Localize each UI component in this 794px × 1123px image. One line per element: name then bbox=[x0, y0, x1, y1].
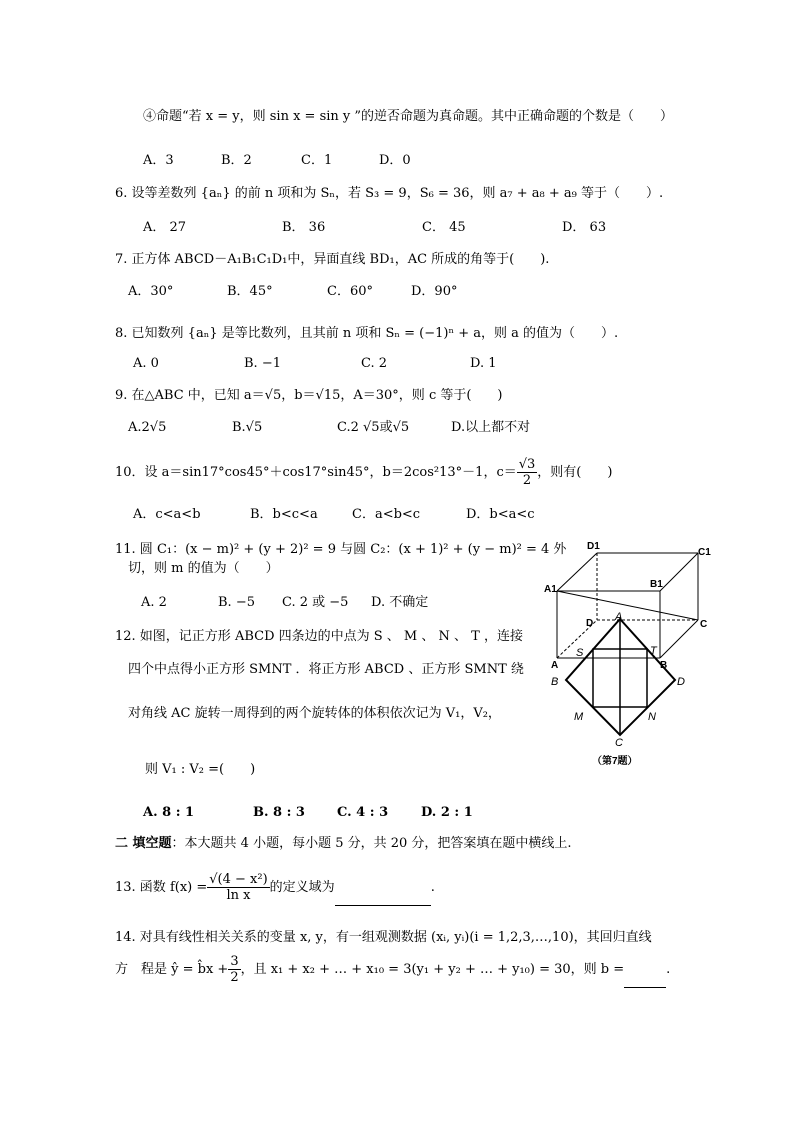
label-sq-n: N bbox=[648, 711, 656, 723]
q11-line1: 11. 圆 C₁：(x − m)² + (y + 2)² = 9 与圆 C₂：(x + 1)² + (y − m)² = 4 外 bbox=[115, 542, 567, 557]
q6-option-d: D． 63 bbox=[562, 220, 607, 235]
q9-option-b: B.√5 bbox=[232, 420, 263, 435]
label-a1: A1 bbox=[544, 584, 557, 595]
label-a: A bbox=[551, 660, 559, 671]
edge-b-c bbox=[660, 620, 698, 658]
edge-a1-d1 bbox=[557, 553, 597, 591]
q14-line2-after: ，且 x₁ + x₂ + … + x₁₀ = 3(y₁ + y₂ + … + y₁₀) = 30，则 b = bbox=[240, 962, 625, 977]
q14-frac-num: 3 bbox=[230, 954, 239, 969]
label-c: C bbox=[700, 619, 708, 630]
q9-option-a: A.2√5 bbox=[128, 420, 167, 435]
q8-option-a: A. 0 bbox=[133, 356, 159, 371]
q7-text: 7. 正方体 ABCD－A₁B₁C₁D₁中，异面直线 BD₁，AC 所成的角等于( ). bbox=[115, 252, 550, 267]
section2-heading: 二 填空题 bbox=[115, 836, 172, 851]
q7-option-a: A．30° bbox=[128, 284, 174, 299]
q10-frac-den: 2 bbox=[522, 473, 532, 488]
q6-option-a: A． 27 bbox=[143, 220, 187, 235]
label-sq-s: S bbox=[576, 647, 584, 659]
label-b1: B1 bbox=[650, 579, 663, 590]
q11-option-a: A. 2 bbox=[141, 595, 167, 610]
q4-option-d: D．0 bbox=[379, 153, 411, 168]
q12-line2: 四个中点得小正方形 SMNT ．将正方形 ABCD 、正方形 SMNT 绕 bbox=[128, 662, 524, 677]
q13-text-after: 的定义域为 bbox=[269, 880, 335, 895]
label-d1: D1 bbox=[587, 541, 600, 552]
q13-end: . bbox=[430, 880, 435, 895]
q11-line2: 切，则 m 的值为（ ） bbox=[128, 561, 279, 576]
q4-option-c: C．1 bbox=[301, 153, 333, 168]
cube-figure bbox=[557, 553, 698, 658]
q9-option-d: D.以上都不对 bbox=[451, 420, 531, 435]
q12-line4: 则 V₁ : V₂ =( ) bbox=[145, 762, 256, 777]
q11-option-c: C. 2 或 −5 bbox=[282, 595, 349, 610]
section2-heading-line bbox=[115, 835, 572, 853]
q7-option-d: D．90° bbox=[411, 284, 458, 299]
label-sq-m: M bbox=[574, 711, 584, 723]
q10-option-b: B．b<c<a bbox=[250, 507, 318, 522]
section2-text: ：本大题共 4 小题，每小题 5 分，共 20 分，把答案填在题中横线上. bbox=[171, 836, 572, 851]
q10-text-before: 10．设 a＝sin17°cos45°＋cos17°sin45°，b＝2cos²13°－1，c＝ bbox=[115, 465, 517, 480]
q8-option-d: D. 1 bbox=[470, 356, 497, 371]
q10-frac-num: √3 bbox=[518, 457, 536, 472]
q10-text bbox=[115, 456, 612, 490]
q8-option-b: B. −1 bbox=[244, 356, 281, 371]
q4-option-a: A．3 bbox=[143, 153, 174, 168]
q7-option-b: B．45° bbox=[227, 284, 273, 299]
q6-option-b: B． 36 bbox=[282, 220, 326, 235]
q12-line1: 12. 如图，记正方形 ABCD 四条边的中点为 S 、 M 、 N 、 T ，连接 bbox=[115, 629, 523, 644]
label-sq-a: A bbox=[615, 611, 623, 623]
q10-fraction bbox=[517, 457, 538, 488]
q14-end: . bbox=[666, 962, 671, 977]
q11-option-d: D. 不确定 bbox=[371, 595, 429, 610]
q12-option-d: D. 2 : 1 bbox=[421, 805, 473, 820]
label-sq-d: D bbox=[677, 676, 685, 688]
q13-answer-blank[interactable] bbox=[335, 891, 431, 906]
label-sq-b: B bbox=[551, 676, 559, 688]
q13-frac-num: √(4 − x²) bbox=[209, 872, 268, 887]
q12-line3: 对角线 AC 旋转一周得到的两个旋转体的体积依次记为 V₁，V₂， bbox=[128, 706, 501, 721]
q10-option-c: C．a<b<c bbox=[352, 507, 421, 522]
q10-text-after: ，则有( ) bbox=[537, 465, 613, 480]
edge-b1-c1 bbox=[660, 553, 698, 591]
figure-caption: （第7题） bbox=[592, 756, 638, 767]
q10-option-d: D．b<a<c bbox=[466, 507, 535, 522]
label-sq-c: C bbox=[615, 737, 623, 749]
q12-option-c: C. 4 : 3 bbox=[337, 805, 389, 820]
q13-text bbox=[115, 870, 435, 906]
q14-line2-before: 方 程是 ŷ = b̂x + bbox=[115, 962, 229, 977]
diag-a1-c bbox=[557, 591, 698, 620]
q14-line1: 14. 对具有线性相关关系的变量 x, y，有一组观测数据 (xᵢ, yᵢ)(i = 1,2,3,…,10)，其回归直线 bbox=[115, 930, 652, 945]
q14-line2 bbox=[115, 952, 670, 988]
q6-text: 6. 设等差数列 {aₙ} 的前 n 项和为 Sₙ，若 S₃ = 9，S₆ = 36，则 a₇ + a₈ + a₉ 等于（ ）. bbox=[115, 186, 664, 201]
q13-text-before: 13. 函数 f(x) = bbox=[115, 880, 208, 895]
q8-text: 8. 已知数列 {aₙ} 是等比数列，且其前 n 项和 Sₙ = (−1)ⁿ + a，则 a 的值为（ ）. bbox=[115, 326, 619, 341]
label-d: D bbox=[586, 618, 594, 629]
q12-option-a: A. 8 : 1 bbox=[143, 805, 195, 820]
q6-option-c: C． 45 bbox=[422, 220, 466, 235]
q8-option-c: C. 2 bbox=[361, 356, 388, 371]
q9-option-c: C.2 √5或√5 bbox=[337, 420, 410, 435]
q10-option-a: A．c<a<b bbox=[133, 507, 201, 522]
q11-option-b: B. −5 bbox=[218, 595, 255, 610]
q12-option-b: B. 8 : 3 bbox=[253, 805, 305, 820]
label-c1: C1 bbox=[698, 547, 711, 558]
q9-text: 9. 在△ABC 中，已知 a＝√5，b＝√15，A＝30°，则 c 等于( ) bbox=[115, 388, 503, 403]
square-labels bbox=[551, 611, 685, 749]
q13-fraction bbox=[207, 872, 269, 903]
q14-answer-blank[interactable] bbox=[624, 973, 666, 988]
label-b: B bbox=[660, 660, 668, 671]
label-sq-t: T bbox=[650, 645, 657, 657]
q13-frac-den: ln x bbox=[226, 888, 251, 903]
q7-option-c: C．60° bbox=[327, 284, 373, 299]
q14-frac-den: 2 bbox=[230, 970, 239, 985]
q4-tail-text: ④命题“若 x = y，则 sin x = sin y ”的逆否命题为真命题。其中正确命题的个数是（ ） bbox=[143, 109, 674, 124]
q14-fraction bbox=[228, 954, 240, 985]
q4-option-b: B．2 bbox=[221, 153, 252, 168]
geometry-figure bbox=[540, 535, 720, 775]
